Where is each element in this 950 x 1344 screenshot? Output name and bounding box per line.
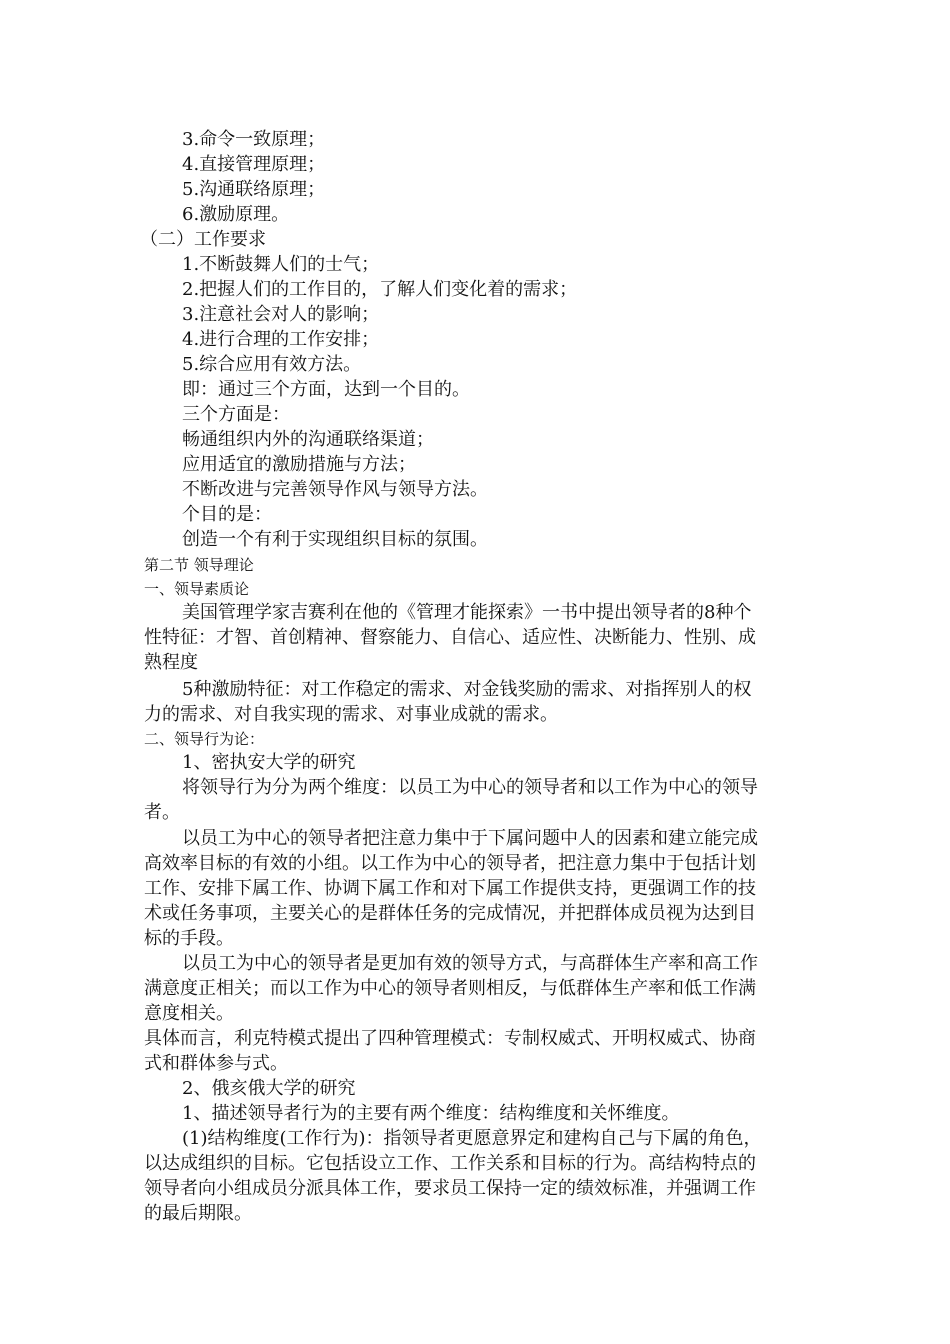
list-item: 5.沟通联络原理； [182,179,326,200]
paragraph-line: 者。 [144,802,180,823]
paragraph-line: 美国管理学家吉赛利在他的《管理才能探索》一书中提出领导者的8种个 [182,602,752,623]
paragraph-line: 领导者向小组成员分派具体工作，要求员工保持一定的绩效标准，并强调工作 [144,1178,756,1199]
subsection-heading: 1、密执安大学的研究 [182,752,356,773]
paragraph-line: 不断改进与完善领导作风与领导方法。 [182,479,488,500]
list-item: 6.激励原理。 [182,204,290,225]
paragraph-line: 式和群体参与式。 [144,1053,288,1074]
paragraph-line: 力的需求、对自我实现的需求、对事业成就的需求。 [144,704,558,725]
paragraph-line: 1、描述领导者行为的主要有两个维度：结构维度和关怀维度。 [182,1103,680,1124]
paragraph-line: (1)结构维度(工作行为)：指领导者更愿意界定和建构自己与下属的角色， [182,1128,762,1149]
list-item: 1.不断鼓舞人们的士气； [182,254,380,275]
list-item: 4.直接管理原理； [182,154,326,175]
paragraph-line: 的最后期限。 [144,1203,252,1224]
section-heading: 二、领导行为论： [144,730,265,748]
paragraph-line: 满意度正相关；而以工作为中心的领导者则相反，与低群体生产率和低工作满 [144,978,756,999]
paragraph-line: 标的手段。 [144,928,234,949]
list-item: 4.进行合理的工作安排； [182,329,380,350]
paragraph-line: 创造一个有利于实现组织目标的氛围。 [182,529,488,550]
paragraph-line: 高效率目标的有效的小组。以工作为中心的领导者，把注意力集中于包括计划 [144,853,756,874]
subsection-heading: 2、俄亥俄大学的研究 [182,1078,356,1099]
paragraph-line: 工作、安排下属工作、协调下属工作和对下属工作提供支持，更强调工作的技 [144,878,756,899]
list-item: 2.把握人们的工作目的，了解人们变化着的需求； [182,279,578,300]
paragraph-line: 以员工为中心的领导者把注意力集中于下属问题中人的因素和建立能完成 [182,828,758,849]
section-heading: 第二节 领导理论 [144,556,254,574]
paragraph-line: 三个方面是： [182,404,290,425]
section-heading: （二）工作要求 [140,229,266,250]
list-item: 5.综合应用有效方法。 [182,354,362,375]
paragraph-line: 应用适宜的激励措施与方法； [182,454,416,475]
paragraph-line: 意度相关。 [144,1003,234,1024]
paragraph-line: 畅通组织内外的沟通联络渠道； [182,429,434,450]
paragraph-line: 个目的是： [182,504,272,525]
list-item: 3.注意社会对人的影响； [182,304,380,325]
paragraph-line: 性特征：才智、首创精神、督察能力、自信心、适应性、决断能力、性别、成 [144,627,756,648]
paragraph-line: 5种激励特征：对工作稳定的需求、对金钱奖励的需求、对指挥别人的权 [182,679,752,700]
paragraph-line: 即：通过三个方面，达到一个目的。 [182,379,470,400]
paragraph-line: 以达成组织的目标。它包括设立工作、工作关系和目标的行为。高结构特点的 [144,1153,756,1174]
list-item: 3.命令一致原理； [182,129,326,150]
section-heading: 一、领导素质论 [144,580,250,598]
paragraph-line: 术或任务事项，主要关心的是群体任务的完成情况，并把群体成员视为达到目 [144,903,756,924]
paragraph-line: 以员工为中心的领导者是更加有效的领导方式，与高群体生产率和高工作 [182,953,758,974]
paragraph-line: 将领导行为分为两个维度：以员工为中心的领导者和以工作为中心的领导 [182,777,758,798]
paragraph-line: 熟程度 [144,652,198,673]
paragraph-line: 具体而言，利克特模式提出了四种管理模式：专制权威式、开明权威式、协商 [144,1028,756,1049]
